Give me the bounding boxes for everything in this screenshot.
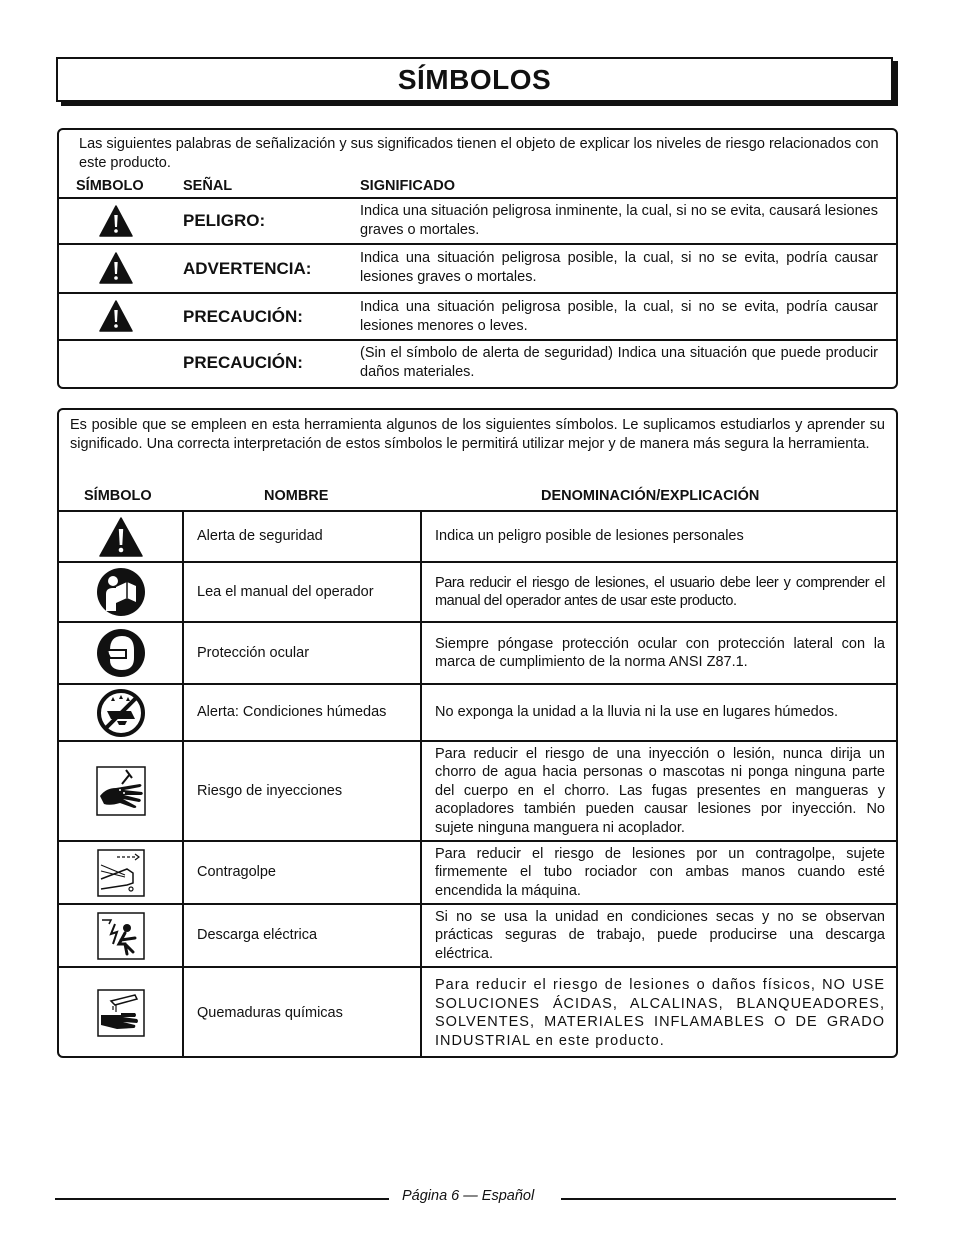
read-manual-icon — [96, 567, 146, 617]
symbol-explanation: Para reducir el riesgo de lesiones o daños físicos, NO USE SOLUCIONES ÁCIDAS, ALCALINAS, BLANQUEADORES, SOLVENTES, MATERIALES INFLAMABLES O DE GRADO INDUSTRIAL en este producto. — [435, 977, 885, 1049]
col-header-name: NOMBRE — [264, 488, 329, 504]
signal-row-danger — [59, 197, 896, 243]
signal-label: PRECAUCIÓN: — [183, 307, 303, 326]
symbol-row — [59, 903, 896, 966]
signal-label: PELIGRO: — [183, 211, 266, 230]
symbol-name: Quemaduras químicas — [197, 1004, 343, 1021]
symbols-intro: Es posible que se empleen en esta herramienta algunos de los siguientes símbolos. Le suplicamos estudiarlos y aprender su significado. Una correcta interpretación de estos símbolos le permitirá utilizar mejor y de manera más segura la herramienta. — [70, 417, 885, 452]
chemical-burn-icon — [97, 989, 145, 1037]
symbol-name: Alerta de seguridad — [197, 528, 323, 544]
footer-rule-right — [561, 1198, 896, 1200]
footer-rule-left — [55, 1198, 389, 1200]
col-header-explanation: DENOMINACIÓN/EXPLICACIÓN — [541, 488, 760, 504]
symbol-row — [59, 966, 896, 1058]
signal-row-caution — [59, 292, 896, 339]
symbol-name: Riesgo de inyecciones — [197, 782, 343, 799]
col-header-symbol: SÍMBOLO — [84, 488, 152, 504]
symbol-name: Alerta: Condiciones húmedas — [197, 704, 387, 720]
symbol-explanation: Indica un peligro posible de lesiones personales — [435, 528, 744, 545]
warning-triangle-icon — [99, 205, 133, 237]
wet-conditions-icon — [97, 689, 145, 737]
signal-words-box — [57, 128, 898, 389]
symbol-row — [59, 740, 896, 840]
injection-risk-icon — [96, 766, 146, 816]
symbol-name: Lea el manual del operador — [197, 583, 374, 600]
symbol-row — [59, 621, 896, 683]
signal-row-warning — [59, 243, 896, 292]
safety-alert-icon — [99, 517, 143, 557]
symbol-explanation: No exponga la unidad a la lluvia ni la use en lugares húmedos. — [435, 704, 839, 721]
symbols-box — [57, 408, 898, 1058]
signal-meaning: Indica una situación peligrosa posible, la cual, si no se evita, podría causar lesiones graves o mortales. — [360, 250, 878, 285]
symbol-explanation: Siempre póngase protección ocular con protección lateral con la marca de cumplimiento de la norma ANSI Z87.1. — [435, 635, 885, 670]
signal-meaning: Indica una situación peligrosa inminente, la cual, si no se evita, causará lesiones graves o mortales. — [360, 203, 878, 238]
symbol-row — [59, 683, 896, 740]
signal-label: PRECAUCIÓN: — [183, 353, 303, 372]
signal-row-notice — [59, 339, 896, 389]
symbol-row — [59, 510, 896, 561]
symbol-explanation: Para reducir el riesgo de una inyección o lesión, nunca dirija un chorro de agua hacia personas o mascotas ni ponga ninguna parte del cuerpo en el chorro. Las fugas presentes en mangueras y acopladores también pueden causar lesiones por inyección. No sujete ninguna manguera ni acoplador. — [435, 745, 885, 836]
symbol-name: Descarga eléctrica — [197, 927, 318, 943]
symbol-row — [59, 840, 896, 903]
page-title-box — [56, 57, 893, 102]
col-header-meaning: SIGNIFICADO — [360, 178, 456, 194]
signal-meaning: Indica una situación peligrosa posible, la cual, si no se evita, podría causar lesiones menores o leves. — [360, 299, 878, 334]
symbol-row — [59, 561, 896, 621]
page-footer: Página 6 — Español — [402, 1188, 535, 1204]
signal-words-intro: Las siguientes palabras de señalización y sus significados tienen el objeto de explicar los niveles de riesgo relacionados con este producto. — [79, 136, 879, 171]
symbol-explanation: Para reducir el riesgo de lesiones, el usuario debe leer y comprender el manual del operador antes de usar este producto. — [435, 574, 885, 609]
electric-shock-icon — [97, 912, 145, 960]
col-header-symbol: SÍMBOLO — [76, 178, 144, 194]
eye-protection-icon — [96, 628, 146, 678]
symbol-explanation: Para reducir el riesgo de lesiones por un contragolpe, sujete firmemente el tubo rociador con ambas manos cuando esté encendida la máquina. — [435, 845, 885, 899]
symbol-name: Contragolpe — [197, 864, 276, 880]
warning-triangle-icon — [99, 300, 133, 332]
symbol-name: Protección ocular — [197, 644, 310, 661]
col-header-signal: SEÑAL — [183, 178, 233, 194]
signal-label: ADVERTENCIA: — [183, 259, 312, 278]
symbol-explanation: Si no se usa la unidad en condiciones secas y no se observan prácticas seguras de trabajo, puede producirse una descarga eléctrica. — [435, 908, 885, 962]
warning-triangle-icon — [99, 252, 133, 284]
page-title: SÍMBOLOS — [397, 64, 552, 95]
signal-meaning: (Sin el símbolo de alerta de seguridad) Indica una situación que puede producir daños materiales. — [360, 345, 878, 380]
kickback-icon — [97, 849, 145, 897]
